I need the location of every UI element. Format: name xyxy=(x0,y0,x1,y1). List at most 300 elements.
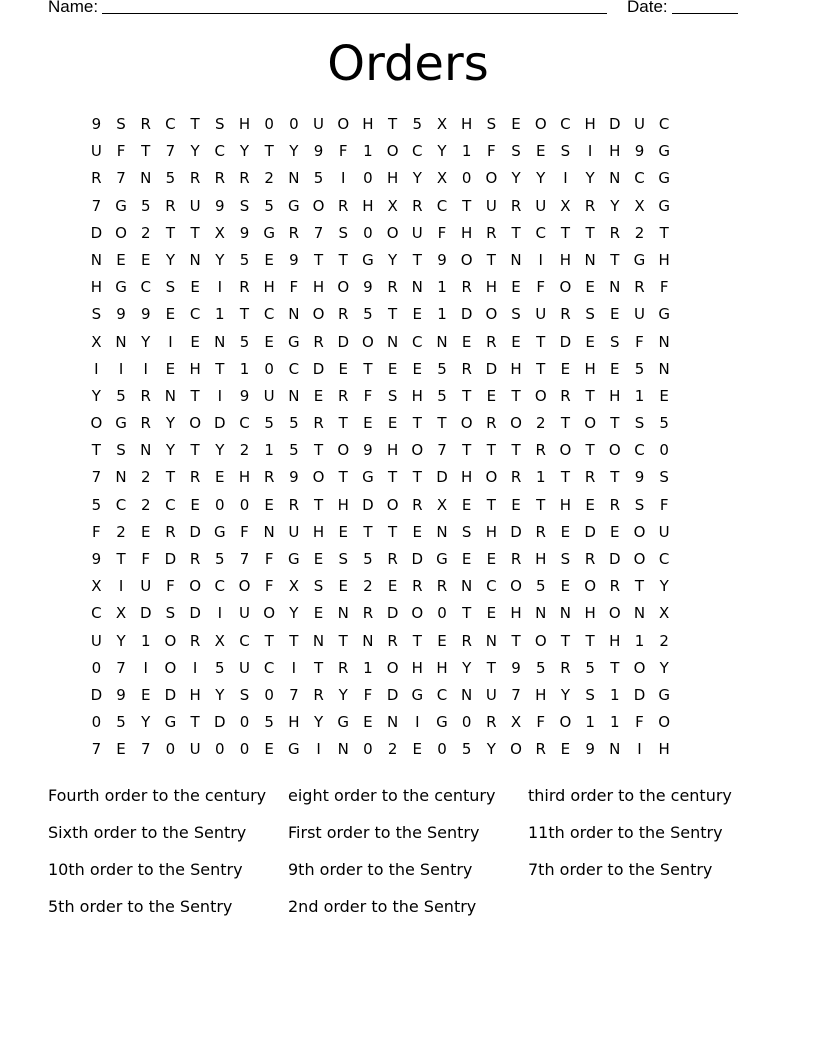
grid-cell[interactable]: D xyxy=(510,522,522,541)
grid-cell[interactable]: D xyxy=(189,522,201,541)
grid-cell[interactable]: O xyxy=(633,658,646,677)
grid-cell[interactable]: N xyxy=(140,169,152,188)
grid-cell[interactable]: O xyxy=(362,332,374,351)
grid-cell[interactable]: H xyxy=(288,713,300,732)
grid-cell[interactable]: 5 xyxy=(437,386,447,405)
grid-cell[interactable]: T xyxy=(141,142,151,161)
grid-cell[interactable]: O xyxy=(164,631,177,650)
grid-cell[interactable]: T xyxy=(289,631,299,650)
grid-cell[interactable]: 2 xyxy=(535,414,546,433)
grid-cell[interactable]: E xyxy=(140,685,151,704)
grid-cell[interactable]: X xyxy=(214,223,225,242)
grid-cell[interactable]: R xyxy=(461,278,472,297)
grid-cell[interactable]: O xyxy=(386,142,399,161)
grid-cell[interactable]: D xyxy=(559,332,572,351)
grid-cell[interactable]: T xyxy=(338,250,348,269)
grid-cell[interactable]: I xyxy=(415,713,420,732)
grid-cell[interactable]: 1 xyxy=(363,658,373,677)
grid-cell[interactable]: I xyxy=(118,577,124,596)
grid-cell[interactable]: T xyxy=(585,441,595,460)
grid-cell[interactable]: 2 xyxy=(264,169,274,188)
grid-cell[interactable]: 2 xyxy=(140,223,151,242)
grid-cell[interactable]: 1 xyxy=(264,441,274,460)
grid-cell[interactable]: O xyxy=(584,577,596,596)
grid-cell[interactable]: T xyxy=(610,658,620,677)
grid-cell[interactable]: O xyxy=(337,441,350,460)
grid-cell[interactable]: T xyxy=(486,495,496,514)
grid-cell[interactable]: H xyxy=(559,495,572,514)
grid-cell[interactable]: S xyxy=(610,332,620,351)
grid-cell[interactable]: 0 xyxy=(363,169,373,188)
grid-cell[interactable]: C xyxy=(165,495,176,514)
grid-cell[interactable]: E xyxy=(387,577,398,596)
grid-cell[interactable]: R xyxy=(486,223,497,242)
grid-cell[interactable]: E xyxy=(560,522,571,541)
grid-cell[interactable]: 7 xyxy=(165,142,176,161)
grid-cell[interactable]: E xyxy=(313,386,324,405)
grid-cell[interactable]: R xyxy=(239,169,250,188)
grid-cell[interactable]: G xyxy=(288,332,300,351)
grid-cell[interactable]: H xyxy=(461,223,473,242)
grid-cell[interactable]: T xyxy=(462,441,472,460)
grid-cell[interactable]: R xyxy=(609,577,620,596)
grid-cell[interactable]: U xyxy=(263,386,275,405)
grid-cell[interactable]: N xyxy=(461,685,473,704)
grid-cell[interactable]: C xyxy=(115,495,127,514)
grid-cell[interactable]: R xyxy=(189,169,201,188)
grid-cell[interactable]: C xyxy=(239,414,250,433)
grid-cell[interactable]: R xyxy=(214,169,225,188)
grid-cell[interactable]: N xyxy=(658,332,670,351)
grid-cell[interactable]: S xyxy=(116,115,126,133)
grid-cell[interactable]: D xyxy=(633,685,646,704)
grid-cell[interactable]: 5 xyxy=(535,658,546,677)
grid-cell[interactable]: E xyxy=(535,142,546,161)
grid-cell[interactable]: R xyxy=(461,359,472,378)
grid-cell[interactable]: E xyxy=(461,550,472,568)
grid-cell[interactable]: U xyxy=(238,604,250,623)
grid-cell[interactable]: X xyxy=(91,577,102,596)
grid-cell[interactable]: R xyxy=(584,550,596,568)
grid-cell[interactable]: R xyxy=(313,414,324,433)
grid-cell[interactable]: R xyxy=(140,115,151,133)
grid-cell[interactable]: T xyxy=(462,386,472,405)
grid-cell[interactable]: 9 xyxy=(363,278,373,297)
grid-cell[interactable]: E xyxy=(412,522,423,541)
grid-cell[interactable]: U xyxy=(189,740,201,759)
grid-cell[interactable]: S xyxy=(215,115,225,133)
grid-cell[interactable]: Y xyxy=(610,196,620,215)
grid-cell[interactable]: T xyxy=(659,223,669,242)
grid-cell[interactable]: T xyxy=(388,522,398,541)
grid-cell[interactable]: 5 xyxy=(659,414,669,433)
grid-cell[interactable]: D xyxy=(411,550,424,568)
grid-cell[interactable]: T xyxy=(634,577,645,596)
grid-cell[interactable]: N xyxy=(189,250,201,269)
grid-cell[interactable]: T xyxy=(313,658,324,677)
grid-cell[interactable]: H xyxy=(189,685,201,704)
grid-cell[interactable]: O xyxy=(337,115,350,133)
grid-cell[interactable]: E xyxy=(116,740,126,759)
grid-cell[interactable]: F xyxy=(264,550,274,568)
grid-cell[interactable]: H xyxy=(584,604,596,623)
grid-cell[interactable]: O xyxy=(386,658,399,677)
grid-cell[interactable]: 0 xyxy=(215,740,225,759)
grid-cell[interactable]: R xyxy=(313,685,324,704)
grid-cell[interactable]: R xyxy=(338,196,349,215)
grid-cell[interactable]: 0 xyxy=(264,359,274,378)
grid-cell[interactable]: T xyxy=(190,223,200,242)
grid-cell[interactable]: 1 xyxy=(215,305,225,324)
grid-cell[interactable]: O xyxy=(534,386,547,405)
grid-cell[interactable]: S xyxy=(511,305,521,324)
grid-cell[interactable]: Y xyxy=(388,250,398,269)
grid-cell[interactable]: S xyxy=(560,142,571,161)
grid-cell[interactable]: F xyxy=(92,522,101,541)
grid-cell[interactable]: S xyxy=(116,441,126,460)
grid-cell[interactable]: R xyxy=(486,713,497,732)
grid-cell[interactable]: 1 xyxy=(535,468,546,487)
grid-cell[interactable]: E xyxy=(165,305,176,324)
grid-cell[interactable]: T xyxy=(560,468,570,487)
grid-cell[interactable]: T xyxy=(610,250,620,269)
grid-cell[interactable]: O xyxy=(608,604,621,623)
grid-cell[interactable]: Y xyxy=(486,740,496,759)
grid-cell[interactable]: I xyxy=(563,169,568,188)
grid-cell[interactable]: R xyxy=(535,740,546,759)
grid-cell[interactable]: O xyxy=(411,604,424,623)
grid-cell[interactable]: E xyxy=(338,577,348,596)
grid-cell[interactable]: G xyxy=(436,713,448,732)
grid-cell[interactable]: D xyxy=(460,305,473,324)
grid-cell[interactable]: H xyxy=(609,631,621,650)
grid-cell[interactable]: T xyxy=(239,305,250,324)
grid-cell[interactable]: E xyxy=(412,359,423,378)
grid-cell[interactable]: X xyxy=(436,495,448,514)
grid-cell[interactable]: 9 xyxy=(91,550,102,568)
grid-cell[interactable]: N xyxy=(288,386,300,405)
grid-cell[interactable]: R xyxy=(436,577,448,596)
grid-cell[interactable]: R xyxy=(288,223,300,242)
grid-cell[interactable]: G xyxy=(115,414,127,433)
grid-cell[interactable]: Y xyxy=(313,713,324,732)
grid-cell[interactable]: 0 xyxy=(239,495,250,514)
grid-cell[interactable]: G xyxy=(658,196,670,215)
grid-cell[interactable]: R xyxy=(560,386,571,405)
grid-cell[interactable]: F xyxy=(116,142,126,161)
grid-cell[interactable]: 5 xyxy=(437,359,447,378)
grid-cell[interactable]: N xyxy=(386,332,399,351)
grid-cell[interactable]: H xyxy=(584,359,596,378)
grid-cell[interactable]: N xyxy=(535,604,547,623)
grid-cell[interactable]: F xyxy=(166,577,175,596)
grid-cell[interactable]: T xyxy=(338,468,348,487)
grid-cell[interactable]: H xyxy=(90,278,102,297)
grid-cell[interactable]: Y xyxy=(437,142,447,161)
grid-cell[interactable]: D xyxy=(609,115,621,133)
grid-cell[interactable]: E xyxy=(116,250,126,269)
grid-cell[interactable]: X xyxy=(634,196,645,215)
grid-cell[interactable]: N xyxy=(337,740,349,759)
grid-cell[interactable]: C xyxy=(189,305,201,324)
grid-cell[interactable]: D xyxy=(214,713,226,732)
grid-cell[interactable]: D xyxy=(609,550,621,568)
grid-cell[interactable]: U xyxy=(411,223,423,242)
grid-cell[interactable]: R xyxy=(189,631,201,650)
grid-cell[interactable]: F xyxy=(536,713,546,732)
grid-cell[interactable]: E xyxy=(140,250,151,269)
grid-cell[interactable]: X xyxy=(387,196,398,215)
grid-cell[interactable]: H xyxy=(263,278,275,297)
grid-cell[interactable]: 0 xyxy=(461,713,472,732)
grid-cell[interactable]: 7 xyxy=(116,169,126,188)
grid-cell[interactable]: N xyxy=(386,713,399,732)
grid-cell[interactable]: G xyxy=(658,305,670,324)
grid-cell[interactable]: E xyxy=(610,359,620,378)
grid-cell[interactable]: T xyxy=(560,414,570,433)
grid-cell[interactable]: 1 xyxy=(461,142,472,161)
grid-cell[interactable]: N xyxy=(436,332,448,351)
grid-cell[interactable]: F xyxy=(437,223,447,242)
grid-cell[interactable]: 9 xyxy=(634,142,645,161)
grid-cell[interactable]: 5 xyxy=(264,713,274,732)
grid-cell[interactable]: C xyxy=(263,305,275,324)
grid-cell[interactable]: F xyxy=(289,278,299,297)
grid-cell[interactable]: S xyxy=(461,522,472,541)
grid-cell[interactable]: O xyxy=(485,468,498,487)
grid-cell[interactable]: T xyxy=(313,441,324,460)
grid-cell[interactable]: G xyxy=(115,278,127,297)
grid-cell[interactable]: R xyxy=(263,468,275,487)
grid-cell[interactable]: E xyxy=(659,386,669,405)
grid-cell[interactable]: U xyxy=(90,142,102,161)
grid-cell[interactable]: T xyxy=(536,332,546,351)
grid-cell[interactable]: G xyxy=(337,713,350,732)
grid-cell[interactable]: S xyxy=(511,142,521,161)
grid-cell[interactable]: 5 xyxy=(535,577,546,596)
grid-cell[interactable]: E xyxy=(461,495,472,514)
grid-cell[interactable]: F xyxy=(240,522,249,541)
grid-cell[interactable]: R xyxy=(412,495,423,514)
grid-cell[interactable]: E xyxy=(363,713,373,732)
grid-cell[interactable]: 9 xyxy=(313,142,324,161)
grid-cell[interactable]: C xyxy=(412,142,423,161)
grid-cell[interactable]: S xyxy=(313,577,324,596)
grid-cell[interactable]: 5 xyxy=(289,441,299,460)
grid-cell[interactable]: S xyxy=(338,550,348,568)
grid-cell[interactable]: T xyxy=(585,386,595,405)
grid-cell[interactable]: E xyxy=(190,278,200,297)
grid-cell[interactable]: O xyxy=(115,223,127,242)
grid-cell[interactable]: Y xyxy=(190,142,200,161)
grid-cell[interactable]: C xyxy=(214,142,226,161)
grid-cell[interactable]: C xyxy=(436,685,448,704)
grid-cell[interactable]: E xyxy=(486,604,497,623)
grid-cell[interactable]: C xyxy=(535,223,546,242)
grid-cell[interactable]: S xyxy=(659,468,669,487)
grid-cell[interactable]: Y xyxy=(289,142,299,161)
grid-cell[interactable]: 0 xyxy=(264,685,274,704)
grid-cell[interactable]: G xyxy=(164,713,177,732)
grid-cell[interactable]: H xyxy=(312,522,325,541)
grid-cell[interactable]: X xyxy=(288,577,299,596)
grid-cell[interactable]: 9 xyxy=(116,685,126,704)
grid-cell[interactable]: R xyxy=(609,223,620,242)
grid-cell[interactable]: F xyxy=(338,142,348,161)
grid-cell[interactable]: E xyxy=(511,495,521,514)
grid-cell[interactable]: U xyxy=(485,196,497,215)
grid-cell[interactable]: D xyxy=(164,685,177,704)
grid-cell[interactable]: C xyxy=(239,631,250,650)
grid-cell[interactable]: H xyxy=(485,278,497,297)
grid-cell[interactable]: G xyxy=(436,550,448,568)
grid-cell[interactable]: T xyxy=(215,359,225,378)
grid-cell[interactable]: T xyxy=(190,115,200,133)
grid-cell[interactable]: T xyxy=(116,550,126,568)
grid-cell[interactable]: O xyxy=(510,414,522,433)
grid-cell[interactable]: 2 xyxy=(634,223,645,242)
grid-cell[interactable]: F xyxy=(659,278,669,297)
grid-cell[interactable]: R xyxy=(338,386,349,405)
grid-cell[interactable]: I xyxy=(217,386,222,405)
grid-cell[interactable]: E xyxy=(585,332,595,351)
grid-cell[interactable]: 2 xyxy=(387,740,398,759)
grid-cell[interactable]: C xyxy=(91,604,102,623)
grid-cell[interactable]: R xyxy=(486,414,497,433)
grid-cell[interactable]: R xyxy=(91,169,102,188)
grid-cell[interactable]: 5 xyxy=(239,250,250,269)
grid-cell[interactable]: C xyxy=(560,115,571,133)
grid-cell[interactable]: Y xyxy=(165,441,175,460)
grid-cell[interactable]: 5 xyxy=(412,115,423,133)
grid-cell[interactable]: H xyxy=(510,359,522,378)
grid-cell[interactable]: Y xyxy=(338,685,348,704)
grid-cell[interactable]: R xyxy=(486,332,497,351)
grid-cell[interactable]: E xyxy=(165,359,176,378)
grid-cell[interactable]: H xyxy=(510,604,522,623)
grid-cell[interactable]: I xyxy=(143,359,148,378)
grid-cell[interactable]: Y xyxy=(585,169,595,188)
grid-cell[interactable]: 7 xyxy=(511,685,521,704)
grid-cell[interactable]: O xyxy=(559,278,572,297)
grid-cell[interactable]: T xyxy=(486,250,496,269)
grid-cell[interactable]: G xyxy=(362,468,374,487)
grid-cell[interactable]: Y xyxy=(141,713,151,732)
grid-cell[interactable]: Y xyxy=(165,250,175,269)
grid-cell[interactable]: H xyxy=(238,468,251,487)
grid-cell[interactable]: H xyxy=(411,658,423,677)
date-field[interactable] xyxy=(627,0,738,17)
grid-cell[interactable]: C xyxy=(634,169,645,188)
grid-cell[interactable]: 7 xyxy=(91,740,102,759)
grid-cell[interactable]: N xyxy=(633,604,646,623)
grid-cell[interactable]: T xyxy=(536,359,546,378)
grid-cell[interactable]: 5 xyxy=(363,550,373,568)
grid-cell[interactable]: N xyxy=(609,740,621,759)
grid-cell[interactable]: E xyxy=(412,305,423,324)
grid-cell[interactable]: 5 xyxy=(140,196,151,215)
grid-cell[interactable]: O xyxy=(534,115,547,133)
grid-cell[interactable]: Y xyxy=(116,631,126,650)
grid-cell[interactable]: T xyxy=(511,223,521,242)
grid-cell[interactable]: E xyxy=(437,631,447,650)
grid-cell[interactable]: F xyxy=(363,685,373,704)
grid-cell[interactable]: 5 xyxy=(363,305,373,324)
date-blank-line[interactable] xyxy=(672,0,738,14)
grid-cell[interactable]: N xyxy=(214,332,226,351)
grid-cell[interactable]: T xyxy=(511,441,521,460)
grid-cell[interactable]: U xyxy=(90,631,102,650)
grid-cell[interactable]: R xyxy=(584,196,596,215)
grid-cell[interactable]: D xyxy=(214,414,226,433)
grid-cell[interactable]: O xyxy=(164,658,177,677)
grid-cell[interactable]: C xyxy=(634,441,645,460)
grid-cell[interactable]: 0 xyxy=(659,441,669,460)
grid-cell[interactable]: N xyxy=(164,386,177,405)
grid-cell[interactable]: N xyxy=(411,278,423,297)
grid-cell[interactable]: 2 xyxy=(659,631,669,650)
grid-cell[interactable]: 2 xyxy=(140,495,151,514)
grid-cell[interactable]: C xyxy=(165,115,176,133)
grid-cell[interactable]: R xyxy=(461,631,472,650)
grid-cell[interactable]: E xyxy=(486,386,497,405)
grid-cell[interactable]: 0 xyxy=(363,223,373,242)
grid-cell[interactable]: Y xyxy=(659,658,669,677)
grid-cell[interactable]: C xyxy=(288,359,300,378)
grid-cell[interactable]: N xyxy=(609,278,621,297)
grid-cell[interactable]: R xyxy=(288,495,300,514)
grid-cell[interactable]: 7 xyxy=(437,441,447,460)
grid-cell[interactable]: R xyxy=(165,522,176,541)
grid-cell[interactable]: T xyxy=(462,604,472,623)
grid-cell[interactable]: I xyxy=(143,658,148,677)
grid-cell[interactable]: 0 xyxy=(215,495,225,514)
grid-cell[interactable]: S xyxy=(486,115,497,133)
grid-cell[interactable]: N xyxy=(263,522,275,541)
grid-cell[interactable]: D xyxy=(139,604,152,623)
grid-cell[interactable]: T xyxy=(610,414,620,433)
grid-cell[interactable]: Y xyxy=(91,386,101,405)
grid-cell[interactable]: Y xyxy=(215,250,225,269)
grid-cell[interactable]: C xyxy=(436,196,448,215)
grid-cell[interactable]: 7 xyxy=(313,223,324,242)
grid-cell[interactable]: T xyxy=(313,495,324,514)
grid-cell[interactable]: T xyxy=(363,359,373,378)
grid-cell[interactable]: E xyxy=(560,740,571,759)
grid-cell[interactable]: C xyxy=(658,550,670,568)
grid-cell[interactable]: Y xyxy=(215,685,225,704)
grid-cell[interactable]: E xyxy=(560,359,571,378)
grid-cell[interactable]: H xyxy=(609,142,621,161)
grid-cell[interactable]: E xyxy=(264,250,274,269)
grid-cell[interactable]: X xyxy=(659,604,670,623)
grid-cell[interactable]: O xyxy=(312,468,325,487)
grid-cell[interactable]: H xyxy=(386,441,399,460)
grid-cell[interactable]: D xyxy=(436,468,448,487)
grid-cell[interactable]: E xyxy=(313,550,324,568)
grid-cell[interactable]: N xyxy=(288,169,300,188)
grid-cell[interactable]: I xyxy=(291,658,297,677)
grid-cell[interactable]: T xyxy=(412,414,422,433)
grid-cell[interactable]: E xyxy=(338,359,348,378)
grid-cell[interactable]: S xyxy=(165,278,176,297)
grid-cell[interactable]: 1 xyxy=(610,685,620,704)
grid-cell[interactable]: Y xyxy=(141,332,151,351)
grid-cell[interactable]: R xyxy=(140,386,151,405)
grid-cell[interactable]: D xyxy=(90,223,103,242)
grid-cell[interactable]: S xyxy=(239,685,250,704)
grid-cell[interactable]: G xyxy=(288,196,300,215)
